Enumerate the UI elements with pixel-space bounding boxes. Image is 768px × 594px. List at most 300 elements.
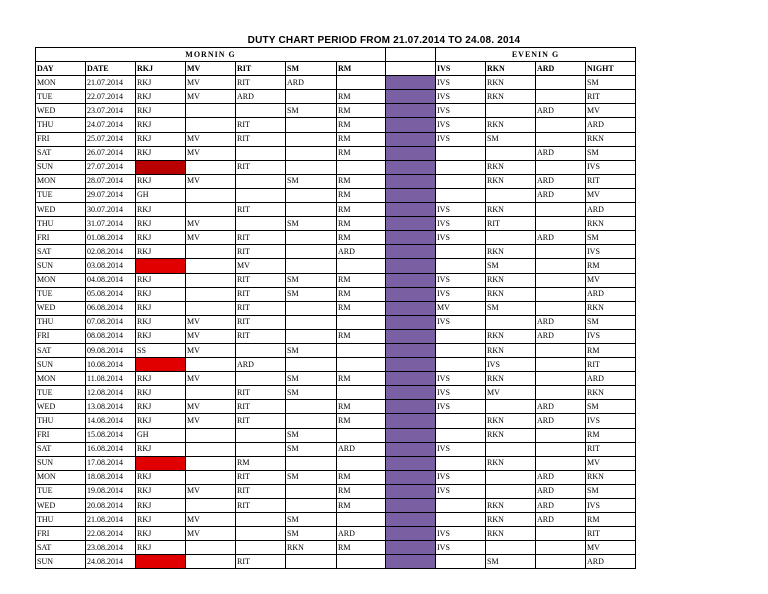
- cell-date: 13.08.2014: [86, 400, 136, 414]
- cell-sm: [286, 499, 337, 513]
- cell-ard: [536, 259, 586, 273]
- cell-rit: [236, 343, 286, 357]
- cell-date: 21.07.2014: [86, 76, 136, 90]
- separator-cell: [386, 118, 436, 132]
- cell-mv: [186, 442, 236, 456]
- cell-rm: RM: [337, 499, 386, 513]
- cell-ivs: [436, 245, 486, 259]
- cell-rkn: RKN: [486, 118, 536, 132]
- cell-ard: [536, 527, 586, 541]
- cell-day: THU: [36, 414, 86, 428]
- cell-night: RKN: [586, 470, 636, 484]
- cell-rm: [337, 259, 386, 273]
- cell-ivs: [436, 160, 486, 174]
- cell-day: WED: [36, 203, 86, 217]
- cell-rkj: RKJ: [136, 301, 186, 315]
- cell-rm: RM: [337, 329, 386, 343]
- cell-mv: [186, 287, 236, 301]
- cell-ard: ARD: [536, 484, 586, 498]
- cell-rm: [337, 76, 386, 90]
- cell-ivs: IVS: [436, 273, 486, 287]
- cell-rm: RM: [337, 372, 386, 386]
- header-date: DATE: [86, 62, 136, 76]
- cell-mv: [186, 456, 236, 470]
- cell-rkj: RKJ: [136, 400, 186, 414]
- cell-rit: RIT: [236, 160, 286, 174]
- cell-mv: [186, 273, 236, 287]
- cell-rkj: RKJ: [136, 541, 186, 555]
- cell-ivs: IVS: [436, 527, 486, 541]
- cell-mv: MV: [186, 527, 236, 541]
- cell-rkn: [486, 188, 536, 202]
- cell-rkn: RKN: [486, 456, 536, 470]
- cell-date: 28.07.2014: [86, 174, 136, 188]
- cell-rkn: [486, 400, 536, 414]
- cell-ard: ARD: [536, 231, 586, 245]
- cell-mv: MV: [186, 146, 236, 160]
- cell-rkj: RKJ: [136, 484, 186, 498]
- separator-cell: [386, 315, 436, 329]
- cell-rit: [236, 104, 286, 118]
- cell-rkn: SM: [486, 259, 536, 273]
- cell-mv: MV: [186, 400, 236, 414]
- cell-ivs: IVS: [436, 90, 486, 104]
- cell-ard: [536, 555, 586, 569]
- cell-sm: SM: [286, 513, 337, 527]
- cell-day: MON: [36, 273, 86, 287]
- cell-day: SUN: [36, 358, 86, 372]
- cell-night: RIT: [586, 527, 636, 541]
- separator-cell: [386, 343, 436, 357]
- cell-day: THU: [36, 513, 86, 527]
- cell-rkn: [486, 146, 536, 160]
- cell-ivs: IVS: [436, 470, 486, 484]
- cell-ivs: [436, 174, 486, 188]
- cell-night: ARD: [586, 203, 636, 217]
- cell-ard: [536, 203, 586, 217]
- table-row: [36, 287, 636, 301]
- cell-rm: RM: [337, 470, 386, 484]
- cell-rkj: RKJ: [136, 203, 186, 217]
- cell-sm: SM: [286, 428, 337, 442]
- cell-sm: SM: [286, 287, 337, 301]
- cell-rkj: RKJ: [136, 470, 186, 484]
- cell-rm: RM: [337, 90, 386, 104]
- cell-rkj: RKJ: [136, 372, 186, 386]
- cell-night: IVS: [586, 160, 636, 174]
- cell-date: 30.07.2014: [86, 203, 136, 217]
- cell-rkj: [136, 358, 186, 372]
- cell-night: SM: [586, 146, 636, 160]
- cell-date: 23.08.2014: [86, 541, 136, 555]
- cell-rit: [236, 428, 286, 442]
- table-row: [36, 76, 636, 90]
- separator-cell: [386, 245, 436, 259]
- cell-rit: [236, 541, 286, 555]
- cell-mv: MV: [186, 329, 236, 343]
- cell-rkn: RKN: [486, 90, 536, 104]
- separator-cell: [386, 90, 436, 104]
- cell-rkj: [136, 555, 186, 569]
- cell-night: MV: [586, 188, 636, 202]
- cell-date: 29.07.2014: [86, 188, 136, 202]
- cell-night: RKN: [586, 386, 636, 400]
- cell-rkn: SM: [486, 301, 536, 315]
- cell-ard: [536, 132, 586, 146]
- cell-sm: [286, 90, 337, 104]
- table-row: [36, 499, 636, 513]
- cell-rit: RIT: [236, 555, 286, 569]
- cell-ard: ARD: [536, 329, 586, 343]
- cell-rm: RM: [337, 400, 386, 414]
- cell-mv: [186, 555, 236, 569]
- cell-day: SUN: [36, 555, 86, 569]
- table-row: [36, 104, 636, 118]
- cell-rkj: RKJ: [136, 90, 186, 104]
- cell-rkn: [486, 442, 536, 456]
- cell-ivs: IVS: [436, 484, 486, 498]
- cell-date: 16.08.2014: [86, 442, 136, 456]
- cell-rit: RIT: [236, 414, 286, 428]
- cell-sm: [286, 358, 337, 372]
- cell-rm: [337, 555, 386, 569]
- cell-rkn: [486, 470, 536, 484]
- cell-day: WED: [36, 301, 86, 315]
- cell-rm: ARD: [337, 527, 386, 541]
- cell-day: SAT: [36, 442, 86, 456]
- cell-ard: ARD: [536, 400, 586, 414]
- cell-day: MON: [36, 372, 86, 386]
- cell-ard: [536, 442, 586, 456]
- cell-ivs: [436, 329, 486, 343]
- separator-cell: [386, 428, 436, 442]
- cell-ivs: [436, 188, 486, 202]
- cell-mv: MV: [186, 76, 236, 90]
- cell-rit: RIT: [236, 132, 286, 146]
- cell-rit: RIT: [236, 484, 286, 498]
- table-row: [36, 343, 636, 357]
- cell-date: 27.07.2014: [86, 160, 136, 174]
- cell-sm: [286, 245, 337, 259]
- separator-cell: [386, 358, 436, 372]
- cell-mv: MV: [186, 315, 236, 329]
- cell-day: FRI: [36, 132, 86, 146]
- cell-day: FRI: [36, 231, 86, 245]
- cell-ard: [536, 386, 586, 400]
- cell-ard: ARD: [536, 146, 586, 160]
- cell-rkj: RKJ: [136, 245, 186, 259]
- cell-night: RIT: [586, 442, 636, 456]
- cell-day: THU: [36, 118, 86, 132]
- cell-night: IVS: [586, 414, 636, 428]
- table-row: [36, 90, 636, 104]
- header-ard: ARD: [536, 62, 586, 76]
- cell-rit: [236, 513, 286, 527]
- cell-rkj: [136, 456, 186, 470]
- cell-ivs: [436, 555, 486, 569]
- cell-rit: RIT: [236, 386, 286, 400]
- cell-rit: [236, 217, 286, 231]
- separator-cell: [386, 386, 436, 400]
- cell-rkj: RKJ: [136, 146, 186, 160]
- cell-date: 19.08.2014: [86, 484, 136, 498]
- table-row: [36, 259, 636, 273]
- header-rkj: RKJ: [136, 62, 186, 76]
- cell-sm: SM: [286, 104, 337, 118]
- cell-mv: MV: [186, 484, 236, 498]
- cell-ard: [536, 456, 586, 470]
- cell-ivs: [436, 343, 486, 357]
- separator-cell: [386, 372, 436, 386]
- cell-rm: ARD: [337, 442, 386, 456]
- cell-ard: [536, 90, 586, 104]
- cell-rkn: RKN: [486, 499, 536, 513]
- table-row: [36, 358, 636, 372]
- cell-rm: RM: [337, 146, 386, 160]
- duty-chart-body: [36, 48, 636, 569]
- cell-day: FRI: [36, 329, 86, 343]
- cell-night: SM: [586, 76, 636, 90]
- cell-sm: SM: [286, 217, 337, 231]
- table-row: [36, 203, 636, 217]
- cell-mv: [186, 245, 236, 259]
- cell-mv: [186, 259, 236, 273]
- header-rkn: RKN: [486, 62, 536, 76]
- separator-cell: [386, 414, 436, 428]
- cell-rit: [236, 188, 286, 202]
- cell-night: ARD: [586, 118, 636, 132]
- cell-date: 01.08.2014: [86, 231, 136, 245]
- cell-ivs: IVS: [436, 118, 486, 132]
- cell-night: MV: [586, 456, 636, 470]
- cell-ard: [536, 372, 586, 386]
- cell-rit: [236, 442, 286, 456]
- cell-ard: [536, 273, 586, 287]
- cell-day: MON: [36, 470, 86, 484]
- cell-rkn: [486, 104, 536, 118]
- cell-sm: [286, 203, 337, 217]
- separator-cell: [386, 484, 436, 498]
- cell-mv: [186, 203, 236, 217]
- cell-rit: RIT: [236, 245, 286, 259]
- cell-date: 23.07.2014: [86, 104, 136, 118]
- cell-mv: [186, 104, 236, 118]
- cell-rkj: RKJ: [136, 217, 186, 231]
- cell-night: RM: [586, 343, 636, 357]
- cell-day: WED: [36, 104, 86, 118]
- cell-ivs: [436, 414, 486, 428]
- cell-date: 04.08.2014: [86, 273, 136, 287]
- cell-date: 24.08.2014: [86, 555, 136, 569]
- header-rit: RIT: [236, 62, 286, 76]
- cell-date: 09.08.2014: [86, 343, 136, 357]
- cell-rit: RIT: [236, 287, 286, 301]
- chart-title: DUTY CHART PERIOD FROM 21.07.2014 TO 24.08. 2014: [247, 35, 521, 46]
- separator-cell: [386, 456, 436, 470]
- cell-date: 10.08.2014: [86, 358, 136, 372]
- cell-night: RM: [586, 513, 636, 527]
- cell-day: TUE: [36, 386, 86, 400]
- cell-rkj: RKJ: [136, 527, 186, 541]
- cell-day: TUE: [36, 188, 86, 202]
- cell-rm: RM: [337, 287, 386, 301]
- cell-rkn: RKN: [486, 527, 536, 541]
- table-row: [36, 118, 636, 132]
- cell-rm: RM: [337, 217, 386, 231]
- cell-sm: SM: [286, 470, 337, 484]
- cell-ivs: [436, 456, 486, 470]
- cell-ivs: [436, 259, 486, 273]
- cell-day: SUN: [36, 160, 86, 174]
- cell-rkj: GH: [136, 428, 186, 442]
- cell-rm: RM: [337, 118, 386, 132]
- group-header-row: [36, 48, 636, 62]
- table-row: [36, 470, 636, 484]
- cell-night: MV: [586, 541, 636, 555]
- cell-rit: [236, 372, 286, 386]
- cell-day: WED: [36, 499, 86, 513]
- cell-ivs: IVS: [436, 203, 486, 217]
- cell-ard: [536, 301, 586, 315]
- cell-night: RKN: [586, 132, 636, 146]
- table-row: [36, 541, 636, 555]
- cell-rm: ARD: [337, 245, 386, 259]
- cell-sm: [286, 132, 337, 146]
- cell-day: WED: [36, 400, 86, 414]
- cell-ivs: IVS: [436, 442, 486, 456]
- column-header-row: [36, 62, 636, 76]
- cell-rkj: RKJ: [136, 499, 186, 513]
- cell-rkj: RKJ: [136, 132, 186, 146]
- cell-rkj: RKJ: [136, 174, 186, 188]
- cell-rm: [337, 160, 386, 174]
- header-ivs: IVS: [436, 62, 486, 76]
- cell-rit: ARD: [236, 90, 286, 104]
- cell-day: SAT: [36, 541, 86, 555]
- cell-mv: MV: [186, 372, 236, 386]
- cell-night: RKN: [586, 301, 636, 315]
- cell-day: SAT: [36, 343, 86, 357]
- cell-rit: RIT: [236, 76, 286, 90]
- table-row: [36, 329, 636, 343]
- cell-sm: RKN: [286, 541, 337, 555]
- cell-ard: [536, 428, 586, 442]
- cell-sm: SM: [286, 174, 337, 188]
- cell-sm: [286, 160, 337, 174]
- cell-ivs: IVS: [436, 231, 486, 245]
- cell-night: RKN: [586, 217, 636, 231]
- separator-cell: [386, 442, 436, 456]
- cell-date: 24.07.2014: [86, 118, 136, 132]
- separator-cell: [386, 329, 436, 343]
- cell-ard: [536, 287, 586, 301]
- cell-ivs: [436, 499, 486, 513]
- separator-cell: [386, 470, 436, 484]
- cell-sm: [286, 259, 337, 273]
- cell-ard: [536, 245, 586, 259]
- cell-date: 11.08.2014: [86, 372, 136, 386]
- cell-rkn: RKN: [486, 76, 536, 90]
- cell-date: 03.08.2014: [86, 259, 136, 273]
- evening-group-label: EVENIN G: [436, 48, 636, 62]
- table-row: [36, 386, 636, 400]
- table-row: [36, 513, 636, 527]
- cell-rit: RIT: [236, 231, 286, 245]
- cell-rkn: IVS: [486, 358, 536, 372]
- separator-cell: [386, 259, 436, 273]
- cell-mv: MV: [186, 513, 236, 527]
- separator-cell: [386, 132, 436, 146]
- cell-rkn: [486, 541, 536, 555]
- cell-date: 06.08.2014: [86, 301, 136, 315]
- separator-cell: [386, 203, 436, 217]
- cell-ivs: [436, 513, 486, 527]
- cell-sm: SM: [286, 386, 337, 400]
- cell-night: ARD: [586, 372, 636, 386]
- cell-ivs: IVS: [436, 372, 486, 386]
- cell-rit: [236, 527, 286, 541]
- cell-day: TUE: [36, 287, 86, 301]
- cell-ivs: IVS: [436, 400, 486, 414]
- separator-cell: [386, 555, 436, 569]
- separator-cell: [386, 174, 436, 188]
- cell-ard: ARD: [536, 174, 586, 188]
- cell-rkj: RKJ: [136, 231, 186, 245]
- cell-ard: [536, 118, 586, 132]
- cell-date: 18.08.2014: [86, 470, 136, 484]
- cell-mv: [186, 301, 236, 315]
- cell-date: 14.08.2014: [86, 414, 136, 428]
- cell-mv: MV: [186, 231, 236, 245]
- separator-cell: [386, 76, 436, 90]
- cell-rit: RIT: [236, 273, 286, 287]
- cell-sm: SM: [286, 343, 337, 357]
- cell-sm: [286, 456, 337, 470]
- table-row: [36, 372, 636, 386]
- cell-rm: [337, 386, 386, 400]
- cell-rkn: RKN: [486, 414, 536, 428]
- cell-day: THU: [36, 217, 86, 231]
- cell-night: RIT: [586, 90, 636, 104]
- cell-mv: [186, 541, 236, 555]
- cell-rkj: RKJ: [136, 76, 186, 90]
- cell-date: 31.07.2014: [86, 217, 136, 231]
- cell-night: RM: [586, 428, 636, 442]
- table-row: [36, 315, 636, 329]
- table-row: [36, 217, 636, 231]
- cell-ard: ARD: [536, 414, 586, 428]
- cell-night: ARD: [586, 287, 636, 301]
- cell-rm: RM: [337, 231, 386, 245]
- cell-rm: RM: [337, 174, 386, 188]
- separator-cell: [386, 273, 436, 287]
- cell-mv: [186, 499, 236, 513]
- cell-rkn: RKN: [486, 203, 536, 217]
- cell-rkn: RKN: [486, 428, 536, 442]
- cell-rm: RM: [337, 301, 386, 315]
- table-row: [36, 527, 636, 541]
- cell-rm: RM: [337, 273, 386, 287]
- cell-day: SAT: [36, 146, 86, 160]
- cell-mv: MV: [186, 343, 236, 357]
- cell-mv: MV: [186, 414, 236, 428]
- cell-ard: [536, 358, 586, 372]
- cell-rit: RIT: [236, 499, 286, 513]
- separator-cell: [386, 146, 436, 160]
- cell-date: 21.08.2014: [86, 513, 136, 527]
- cell-ard: ARD: [536, 315, 586, 329]
- cell-rkj: [136, 259, 186, 273]
